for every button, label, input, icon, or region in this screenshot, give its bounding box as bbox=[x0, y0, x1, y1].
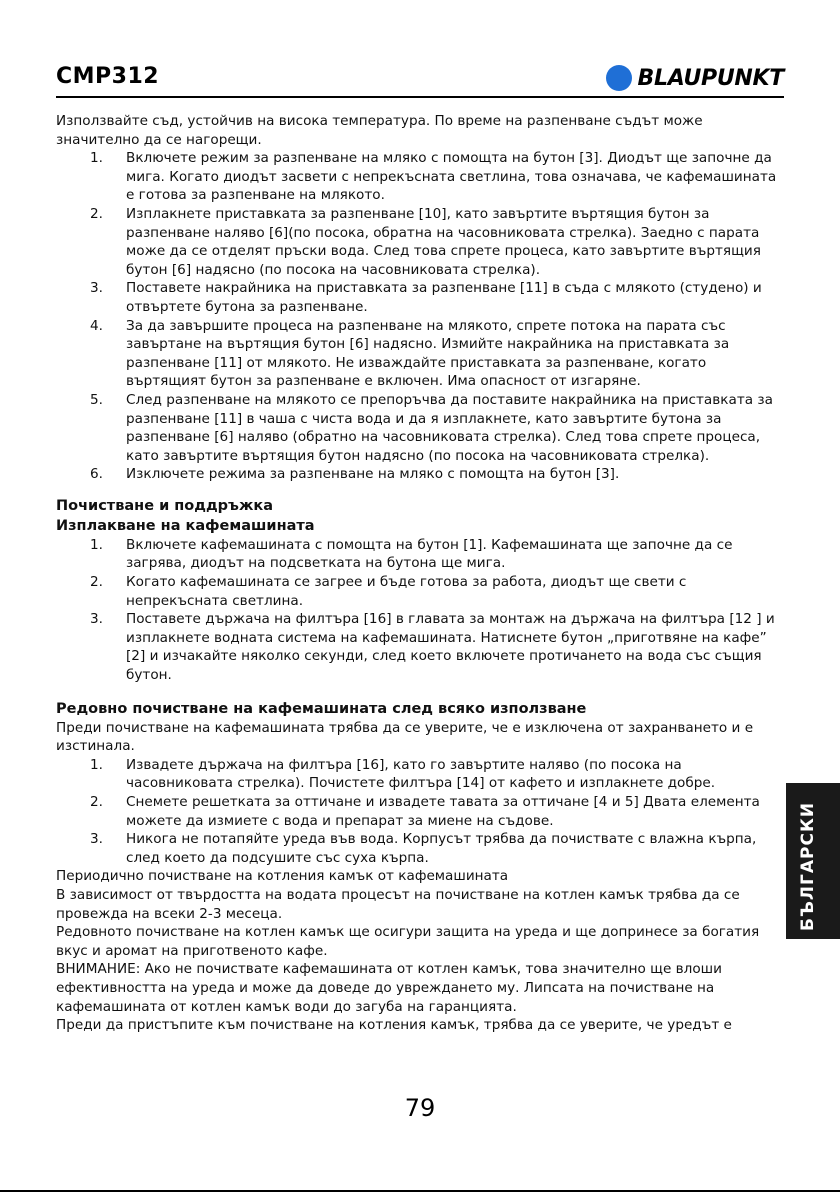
regular-steps bbox=[56, 756, 786, 868]
before-descale-paragraph: Преди да пристъпите към почистване на котления камък, трябва да се уверите, че уредът е bbox=[56, 1017, 732, 1034]
list-text: Снемете решетката за оттичане и извадете тавата за оттичане [4 и 5] Двата елемента можете да измиете с вода и препарат за миене на съдове. bbox=[126, 794, 760, 829]
descale-benefit-paragraph: Редовното почистване на котлен камък ще осигури защита на уреда и ще допринесе за богатия вкус и аромат на приготвеното кафе. bbox=[56, 924, 760, 959]
list-text: Поставете накрайника на приставката за разпенване [11] в съда с млякото (студено) и отвъртете бутона за разпенване. bbox=[126, 280, 762, 315]
periodic-paragraph: Периодично почистване на котления камък от кафемашината bbox=[56, 868, 509, 885]
list-item bbox=[56, 793, 786, 830]
list-number: 3. bbox=[90, 831, 103, 848]
model-name: CMP312 bbox=[56, 64, 160, 89]
list-text: Никога не потапяйте уреда във вода. Корпусът трябва да почиствате с влажна кърпа, след което да подсушите със суха кърпа. bbox=[126, 831, 757, 866]
list-text: Извадете държача на филтъра [16], като го завъртите наляво (по посока на часовниковата стрелка). Почистете филтъра [14] от кафето и изплакнете добре. bbox=[126, 756, 716, 792]
section-heading-cleaning: Почистване и поддръжка bbox=[56, 497, 274, 514]
list-item bbox=[56, 149, 786, 205]
list-number: 6. bbox=[90, 466, 103, 483]
list-item bbox=[56, 279, 786, 316]
list-item bbox=[56, 610, 786, 684]
page-content bbox=[56, 112, 786, 1035]
language-tab-label: БЪЛГАРСКИ bbox=[798, 801, 818, 931]
list-number: 4. bbox=[90, 317, 103, 334]
list-item bbox=[56, 756, 786, 793]
list-number: 3. bbox=[90, 611, 103, 628]
header-rule bbox=[56, 96, 784, 98]
list-text: За да завършите процеса на разпенване на млякото, спрете потока на парата със завъртане на въртящия бутон [6] надясно. Измийте накрайника на приставката за разпенване [11] от млякото. Не изваждайте приставката за разпенване, когато въртящият бутон за разпенване е включен. Има опасност от изгаряне. bbox=[126, 317, 730, 390]
section-heading-regular: Редовно почистване на кафемашината след всяко използване bbox=[56, 700, 587, 717]
list-text: Включете кафемашината с помощта на бутон [1]. Кафемашината ще започне да се загрява, диодът на подсветката на бутона ще мига. bbox=[126, 536, 733, 572]
brand-dot-icon bbox=[606, 65, 632, 91]
froth-steps bbox=[56, 149, 786, 484]
list-number: 2. bbox=[90, 574, 103, 591]
list-number: 1. bbox=[90, 150, 103, 167]
list-text: Изключете режима за разпенване на мляко с помощта на бутон [3]. bbox=[126, 466, 620, 483]
page-header bbox=[56, 62, 784, 98]
list-text: Поставете държача на филтъра [16] в главата за монтаж на държача на филтъра [12 ] и изплакнете водната система на кафемашината. Натиснете бутон „приготвяне на кафе” [2] и изчакайте няколко секунди, след което включете протичането на вода със същия бутон. bbox=[126, 611, 775, 684]
list-text: Когато кафемашината се загрее и бъде готова за работа, диодът ще свети с непрекъсната светлина. bbox=[126, 574, 687, 609]
list-text: Изплакнете приставката за разпенване [10], като завъртите въртящия бутон за разпенване наляво [6](по посока, обратна на часовниковата стрелка). Заедно с парата може да се отделят пръски вода. След това спрете процеса, като завъртите въртящия бутон [6] надясно (по посока на часовниковата стрелка). bbox=[126, 205, 761, 278]
list-item bbox=[56, 391, 786, 465]
list-item bbox=[56, 536, 786, 573]
list-text: След разпенване на млякото се препоръчва да поставите накрайника на приставката за разпенване [11] в чаша с чиста вода и да я изплакнете, като завъртите бутона за разпенване [6] наляво (обратно на часовниковата стрелка). След това спрете процеса, като завъртите въртящия бутон надясно (по посока на часовниковата стрелка). bbox=[126, 391, 773, 464]
list-item bbox=[56, 317, 786, 391]
warning-paragraph: ВНИМАНИЕ: Ако не почиствате кафемашината от котлен камък, това значително ще влоши ефективността на уреда и може да доведе до увреждането му. Липсата на почистване на кафемашината от котлен камък води до загуба на гаранцията. bbox=[56, 961, 722, 1015]
intro-paragraph: Използвайте съд, устойчив на висока температура. По време на разпенване съдът може значително да се нагорещи. bbox=[56, 113, 703, 148]
list-text: Включете режим за разпенване на мляко с помощта на бутон [3]. Диодът ще започне да мига. Когато диодът засвети с непрекъсната светлина, това означава, че кафемашината е готова за разпенване на млякото. bbox=[126, 150, 777, 204]
language-tab bbox=[786, 783, 840, 939]
list-item bbox=[56, 205, 786, 279]
list-number: 1. bbox=[90, 756, 103, 773]
list-item bbox=[56, 465, 786, 484]
list-number: 2. bbox=[90, 794, 103, 810]
list-number: 5. bbox=[90, 391, 103, 408]
list-number: 3. bbox=[90, 280, 103, 297]
list-item bbox=[56, 830, 786, 867]
rinse-steps bbox=[56, 536, 786, 685]
hardness-paragraph: В зависимост от твърдостта на водата процесът на почистване на котлен камък трябва да се провежда на всеки 2-3 месеца. bbox=[56, 886, 740, 922]
list-item bbox=[56, 573, 786, 610]
page-number: 79 bbox=[404, 1094, 436, 1122]
regular-intro: Преди почистване на кафемашината трябва да се уверите, че е изключена от захранването и е изстинала. bbox=[56, 719, 754, 755]
list-number: 1. bbox=[90, 536, 103, 553]
list-number: 2. bbox=[90, 205, 103, 222]
section-heading-rinse: Изплакване на кафемашината bbox=[56, 517, 315, 534]
brand-name: BLAUPUNKT bbox=[637, 65, 784, 91]
brand-logo bbox=[606, 64, 784, 92]
